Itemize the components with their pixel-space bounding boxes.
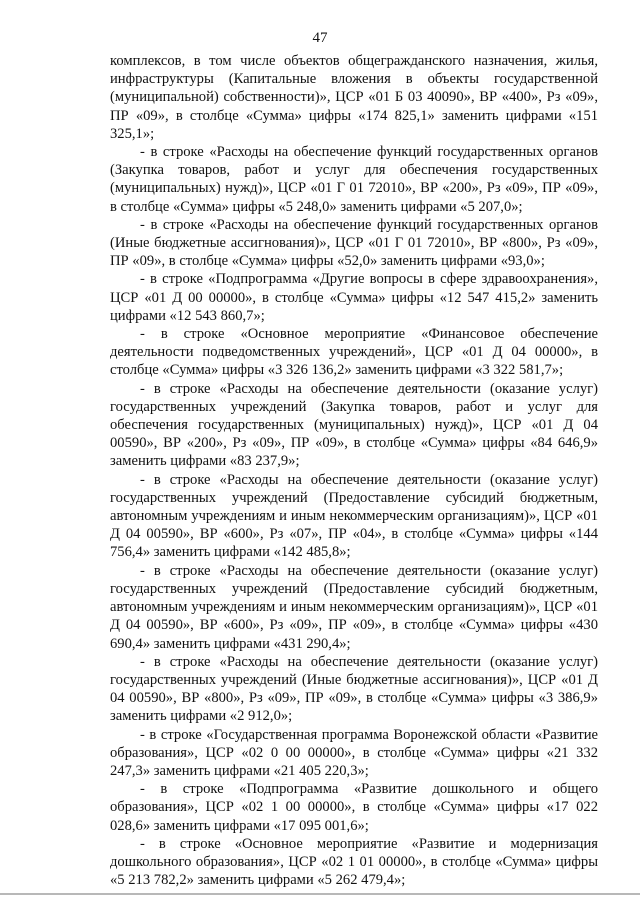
paragraph-amendment: - в строке «Государственная программа Воронежской области «Развитие образования», ЦСР «02 0 00 00000», в столбце «Сумма» цифры «21 332 247,3» заменить цифрами «21 405 220,3»; [110,726,598,779]
document-body [110,52,598,889]
paragraph-amendment: - в строке «Расходы на обеспечение деятельности (оказание услуг) государственных учреждений (Закупка товаров, работ и услуг для обеспечения государственных (муниципальных) нужд)», ЦСР «01 Д 04 00590», ВР «200», Рз «09», ПР «09», в столбце «Сумма» цифры «84 646,9» заменить цифрами «83 237,9»; [110,380,598,470]
paragraph-amendment: - в строке «Основное мероприятие «Развитие и модернизация дошкольного образования», ЦСР «02 1 01 00000», в столбце «Сумма» цифры «5 213 782,2» заменить цифрами «5 262 479,4»; [110,835,598,889]
paragraph-amendment: - в строке «Расходы на обеспечение деятельности (оказание услуг) государственных учреждений (Иные бюджетные ассигнования)», ЦСР «01 Д 04 00590», ВР «800», Рз «09», ПР «09», в столбце «Сумма» цифры «3 386,9» заменить цифрами «2 912,0»; [110,653,598,725]
page-number: 47 [312,30,328,46]
paragraph-amendment: - в строке «Расходы на обеспечение деятельности (оказание услуг) государственных учреждений (Предоставление субсидий бюджетным, автономным учреждениям и иным некоммерческим организациям)», ЦСР «01 Д 04 00590», ВР «600», Рз «07», ПР «04», в столбце «Сумма» цифры «144 756,4» заменить цифрами «142 485,8»; [110,471,598,561]
scan-edge-line [0,893,640,895]
paragraph-amendment: - в строке «Подпрограмма «Другие вопросы в сфере здравоохранения», ЦСР «01 Д 00 00000», в столбце «Сумма» цифры «12 547 415,2» заменить цифрами «12 543 860,7»; [110,271,598,324]
paragraph-amendment: - в строке «Расходы на обеспечение деятельности (оказание услуг) государственных учреждений (Предоставление субсидий бюджетным, автономным учреждениям и иным некоммерческим организациям)», ЦСР «01 Д 04 00590», ВР «600», Рз «09», ПР «09», в столбце «Сумма» цифры «430 690,4» заменить цифрами «431 290,4»; [110,562,598,652]
paragraph-amendment: - в строке «Расходы на обеспечение функций государственных органов (Иные бюджетные ассигнования)», ЦСР «01 Г 01 72010», ВР «800», Рз «09», ПР «09», в столбце «Сумма» цифры «52,0» заменить цифрами «93,0»; [110,216,598,270]
paragraph-amendment: - в строке «Расходы на обеспечение функций государственных органов (Закупка товаров, работ и услуг для обеспечения государственных (муниципальных) нужд)», ЦСР «01 Г 01 72010», ВР «200», Рз «09», ПР «09», в столбце «Сумма» цифры «5 248,0» заменить цифрами «5 207,0»; [110,144,598,215]
paragraph-amendment: - в строке «Подпрограмма «Развитие дошкольного и общего образования», ЦСР «02 1 00 00000», в столбце «Сумма» цифры «17 022 028,6» заменить цифрами «17 095 001,6»; [110,781,598,834]
paragraph-continuation: комплексов, в том числе объектов общегражданского назначения, жилья, инфраструктуры (Капитальные вложения в объекты государственной (муниципальной) собственности)», ЦСР «01 Б 03 40090», ВР «400», Рз «09», ПР «09», в столбце «Сумма» цифры «174 825,1» заменить цифрами «151 325,1»; [110,53,598,142]
paragraph-amendment: - в строке «Основное мероприятие «Финансовое обеспечение деятельности подведомственных учреждений», ЦСР «01 Д 04 00000», в столбце «Сумма» цифры «3 326 136,2» заменить цифрами «3 322 581,7»; [110,326,598,379]
